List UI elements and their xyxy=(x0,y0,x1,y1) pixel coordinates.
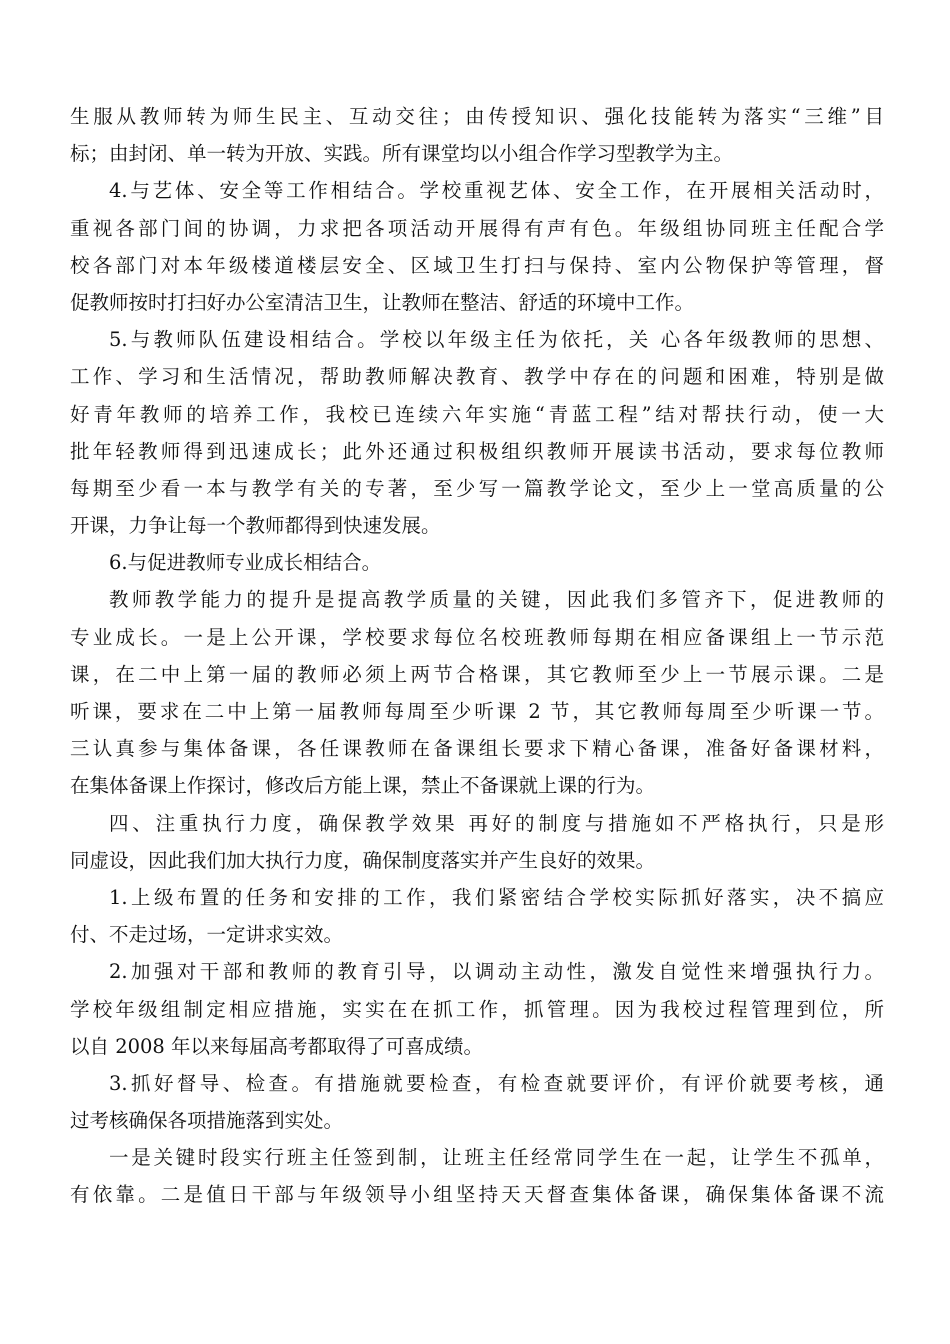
text-line: 课，在二中上第一届的教师必须上两节合格课，其它教师至少上一节展示课。二是 xyxy=(70,662,884,686)
text-line: 标；由封闭、单一转为开放、实践。所有课堂均以小组合作学习型教学为主。 xyxy=(70,142,734,166)
text-line: 教师教学能力的提升是提高教学质量的关键，因此我们多管齐下，促进教师的 xyxy=(109,588,884,612)
text-line: 校各部门对本年级楼道楼层安全、区域卫生打扫与保持、室内公物保护等管理，督 xyxy=(70,253,884,277)
text-line: 四、注重执行力度，确保教学效果 再好的制度与措施如不严格执行，只是形 xyxy=(109,811,884,835)
text-line: 听课，要求在二中上第一届教师每周至少听课 2 节，其它教师每周至少听课一节。 xyxy=(70,700,884,723)
text-line: 开课，力争让每一个教师都得到快速发展。 xyxy=(70,514,441,538)
text-line: 4.与艺体、安全等工作相结合。学校重视艺体、安全工作，在开展相关活动时， xyxy=(109,179,884,203)
text-line: 批年轻教师得到迅速成长；此外还通过积极组织教师开展读书活动，要求每位教师 xyxy=(70,439,884,463)
text-line: 有依靠。二是值日干部与年级领导小组坚持天天督查集体备课，确保集体备课不流 xyxy=(70,1183,884,1207)
text-line: 专业成长。一是上公开课，学校要求每位名校班教师每期在相应备课组上一节示范 xyxy=(70,625,884,649)
text-line: 付、不走过场，一定讲求实效。 xyxy=(70,923,344,947)
text-line: 三认真参与集体备课，各任课教师在备课组长要求下精心备课，准备好备课材料， xyxy=(70,737,884,761)
text-line: 3.抓好督导、检查。有措施就要检查，有检查就要评价，有评价就要考核，通 xyxy=(109,1071,884,1095)
text-line: 学校年级组制定相应措施，实实在在抓工作，抓管理。因为我校过程管理到位，所 xyxy=(70,997,884,1021)
text-line: 2.加强对干部和教师的教育引导，以调动主动性，激发自觉性来增强执行力。 xyxy=(109,960,884,984)
text-line: 在集体备课上作探讨，修改后方能上课，禁止不备课就上课的行为。 xyxy=(70,774,656,798)
text-line: 5.与教师队伍建设相结合。学校以年级主任为依托，关 心各年级教师的思想、 xyxy=(109,328,884,352)
text-line: 生服从教师转为师生民主、互动交往；由传授知识、强化技能转为落实“三维”目 xyxy=(70,105,884,128)
text-line: 过考核确保各项措施落到实处。 xyxy=(70,1109,344,1133)
text-line: 工作、学习和生活情况，帮助教师解决教育、教学中存在的问题和困难，特别是做 xyxy=(70,365,884,389)
text-line: 重视各部门间的协调，力求把各项活动开展得有声有色。年级组协同班主任配合学 xyxy=(70,216,884,240)
text-line: 促教师按时打扫好办公室清洁卫生，让教师在整洁、舒适的环境中工作。 xyxy=(70,290,695,314)
text-line: 以自 2008 年以来每届高考都取得了可喜成绩。 xyxy=(70,1034,484,1058)
text-line: 一是关键时段实行班主任签到制，让班主任经常同学生在一起，让学生不孤单， xyxy=(109,1146,884,1170)
text-line: 每期至少看一本与教学有关的专著，至少写一篇教学论文，至少上一堂高质量的公 xyxy=(70,476,884,500)
text-line: 1.上级布置的任务和安排的工作，我们紧密结合学校实际抓好落实，决不搞应 xyxy=(109,885,884,909)
document-body xyxy=(70,98,884,1214)
text-line: 好青年教师的培养工作，我校已连续六年实施“青蓝工程”结对帮扶行动，使一大 xyxy=(70,402,884,426)
text-line: 6.与促进教师专业成长相结合。 xyxy=(109,551,382,575)
text-line: 同虚设，因此我们加大执行力度，确保制度落实并产生良好的效果。 xyxy=(70,848,656,872)
